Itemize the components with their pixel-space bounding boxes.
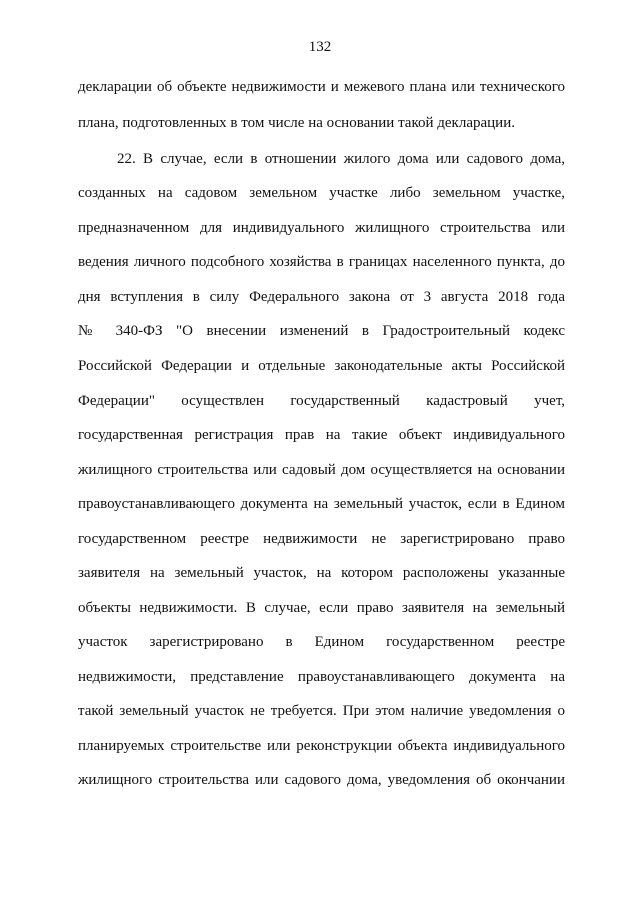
text-line: декларации об объекте недвижимости и межевого плана или технического (78, 79, 565, 95)
text-line: государственная регистрация прав на такие объект индивидуального (78, 427, 565, 443)
text-line: жилищного строительства или садовый дом осуществляется на основании (78, 462, 565, 478)
text-line: Федерации" осуществлен государственный кадастровый учет, (78, 393, 565, 409)
text-line: № 340-ФЗ "О внесении изменений в Градостроительный кодекс (78, 323, 565, 339)
page-number: 132 (308, 39, 332, 55)
text-line: планируемых строительстве или реконструкции объекта индивидуального (78, 738, 565, 754)
text-line: государственном реестре недвижимости не зарегистрировано право (78, 531, 565, 547)
text-line: участок зарегистрировано в Едином государственном реестре (78, 634, 565, 650)
text-line: ведения личного подсобного хозяйства в границах населенного пункта, до (78, 254, 565, 270)
text-line: предназначенном для индивидуального жилищного строительства или (78, 220, 565, 236)
paragraph-first-line: 22. В случае, если в отношении жилого дома или садового дома, (117, 151, 565, 167)
text-line: заявителя на земельный участок, на котором расположены указанные (78, 565, 565, 581)
text-line: правоустанавливающего документа на земельный участок, если в Едином (78, 496, 565, 512)
text-line: дня вступления в силу Федерального закона от 3 августа 2018 года (78, 289, 565, 305)
text-line: созданных на садовом земельном участке либо земельном участке, (78, 185, 565, 201)
text-line: жилищного строительства или садового дома, уведомления об окончании (78, 772, 565, 788)
text-line: недвижимости, представление правоустанавливающего документа на (78, 669, 565, 685)
text-line: такой земельный участок не требуется. При этом наличие уведомления о (78, 703, 565, 719)
text-line: Российской Федерации и отдельные законодательные акты Российской (78, 358, 565, 374)
text-line: плана, подготовленных в том числе на основании такой декларации. (78, 115, 515, 131)
text-line: объекты недвижимости. В случае, если право заявителя на земельный (78, 600, 565, 616)
